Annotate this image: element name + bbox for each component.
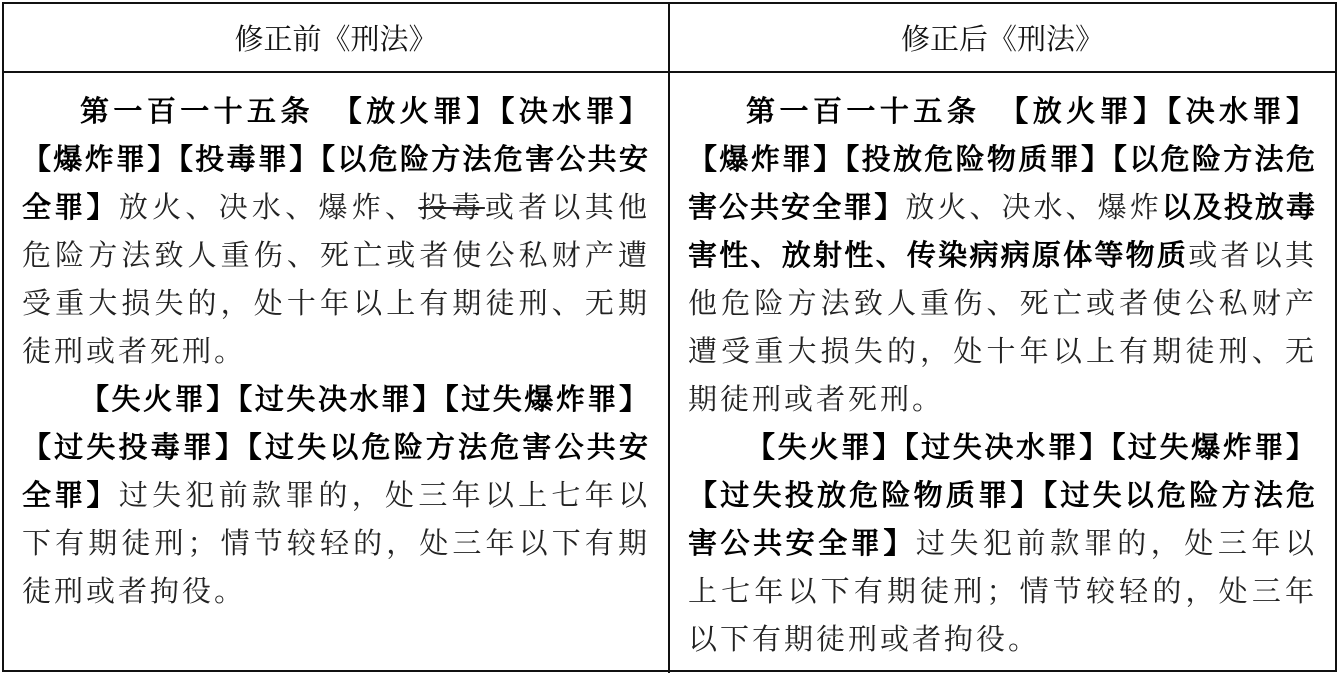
before-p1-article-heading: 第一百一十五条 【放火罪】【决水罪】【爆炸罪】【投毒罪】【以危险方法危害公共安全罪】 (22, 94, 650, 224)
before-p2-text-1: 过失犯前款罪的，处三年以上七年以下有期徒刑；情节较轻的，处三年以下有期徒刑或者拘役。 (22, 478, 650, 608)
after-paragraph-1 (688, 87, 1317, 423)
header-before-label: 修正前《刑法》 (234, 22, 438, 56)
after-p1-article-heading: 第一百一十五条 【放火罪】【决水罪】【爆炸罪】【投放危险物质罪】【以危险方法危害公共安全罪】 (688, 94, 1317, 224)
after-column (670, 73, 1335, 673)
after-p1-text-1: 放火、决水、爆炸 (905, 190, 1162, 224)
header-after (670, 4, 1335, 73)
after-paragraph-2 (688, 423, 1317, 663)
before-paragraph-2 (22, 375, 650, 615)
header-before (4, 4, 670, 73)
header-after-label: 修正后《刑法》 (900, 22, 1104, 56)
before-p2-crime-names: 【失火罪】【过失决水罪】【过失爆炸罪】【过失投毒罪】【过失以危险方法危害公共安全罪】 (22, 382, 650, 512)
after-p2-text-1: 过失犯前款罪的，处三年以上七年以下有期徒刑；情节较轻的，处三年以下有期徒刑或者拘役。 (688, 526, 1317, 656)
before-p1-text-1: 放火、决水、爆炸、 (118, 190, 419, 224)
after-p1-text-2: 或者以其他危险方法致人重伤、死亡或者使公私财产遭受重大损失的，处十年以上有期徒刑、无期徒刑或者死刑。 (688, 238, 1317, 416)
before-column (4, 73, 670, 673)
before-p1-struck-text: 投毒 (418, 190, 485, 224)
before-p1-text-2: 或者以其他危险方法致人重伤、死亡或者使公私财产遭受重大损失的，处十年以上有期徒刑、无期徒刑或者死刑。 (22, 190, 650, 368)
after-p2-crime-names: 【失火罪】【过失决水罪】【过失爆炸罪】【过失投放危险物质罪】【过失以危险方法危害公共安全罪】 (688, 430, 1317, 560)
before-paragraph-1 (22, 87, 650, 375)
after-p1-added-text: 以及投放毒害性、放射性、传染病病原体等物质 (688, 190, 1317, 272)
comparison-table (2, 2, 1337, 672)
